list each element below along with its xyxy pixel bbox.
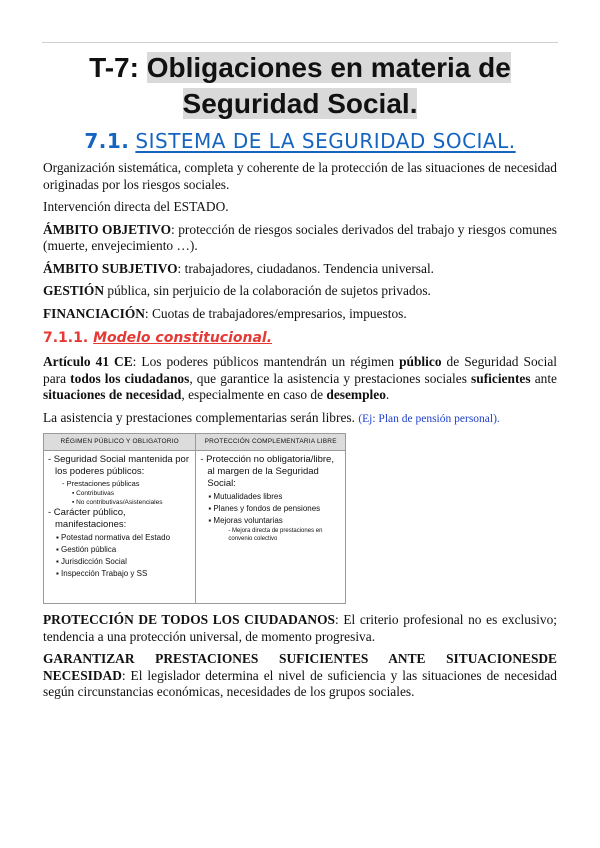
section-number: 7.1. bbox=[84, 129, 130, 153]
articulo-label: Artículo 41 CE bbox=[43, 354, 133, 369]
list-item: ▪ Planes y fondos de pensiones bbox=[208, 504, 321, 513]
ambito-objetivo-label: ÁMBITO OBJETIVO bbox=[43, 221, 171, 237]
articulo-text: ante bbox=[530, 370, 557, 386]
page-title bbox=[43, 50, 557, 122]
definition-paragraph: Organización sistemática, completa y coherente de la protección de las situaciones de necesidad originadas por los riesgos sociales. bbox=[43, 160, 557, 192]
proteccion-paragraph bbox=[43, 612, 557, 645]
articulo-bold: desempleo bbox=[326, 387, 386, 402]
articulo-bold: todos los ciudadanos bbox=[70, 370, 190, 386]
ambito-objetivo-text: : protección de riesgos sociales derivados del trabajo y riesgos comunes (muerte, envejecimiento …). bbox=[43, 221, 558, 253]
table-header-complementaria: PROTECCIÓN COMPLEMENTARIA LIBRE bbox=[196, 434, 346, 451]
list-item: ▪ Contributivas bbox=[72, 490, 115, 497]
intervention-paragraph: Intervención directa del ESTADO. bbox=[43, 199, 229, 214]
table-cell-complementaria bbox=[196, 451, 346, 604]
top-rule bbox=[42, 42, 558, 43]
list-item: - Seguridad Social mantenida por los poderes públicos: bbox=[48, 454, 190, 477]
list-item: ▪ Mutualidades libres bbox=[208, 492, 283, 501]
document-page bbox=[43, 50, 557, 707]
subsection-number: 7.1.1. bbox=[43, 330, 89, 346]
gestion-label: GESTIÓN bbox=[43, 283, 105, 298]
complementarias-text: La asistencia y prestaciones complementarias serán libres. bbox=[43, 409, 359, 425]
garantizar-label: GARANTIZAR PRESTACIONES SUFICIENTES ANTE SITUACIONESDE NECESIDAD bbox=[43, 651, 557, 683]
table-cell-publico bbox=[44, 451, 196, 604]
list-item: ▪ Jurisdicción Social bbox=[56, 557, 127, 566]
articulo-text: de Seguridad Social para bbox=[43, 354, 557, 386]
list-item: ▪ Gestión pública bbox=[56, 545, 117, 554]
subsection-heading bbox=[43, 328, 557, 348]
proteccion-label: PROTECCIÓN DE TODOS LOS CIUDADANOS bbox=[43, 612, 335, 627]
financiacion-paragraph bbox=[43, 306, 557, 323]
list-item: - Prestaciones públicas bbox=[62, 479, 140, 488]
garantizar-text: : El legislador determina el nivel de suficiencia y las situaciones de necesidad según circunstancias económicas, necesidades de los grupos sociales. bbox=[43, 667, 557, 699]
list-item: ▪ No contributivas/Asistenciales bbox=[72, 499, 163, 506]
articulo-text: . bbox=[385, 387, 390, 402]
articulo-text: , que garantice la asistencia y prestaciones sociales bbox=[189, 370, 472, 386]
articulo-bold: situaciones de necesidad bbox=[43, 387, 182, 402]
articulo-text: , especialmente en caso de bbox=[181, 387, 327, 402]
ambito-subjetivo-text: : trabajadores, ciudadanos. Tendencia universal. bbox=[177, 260, 435, 276]
list-item: - Carácter público, manifestaciones: bbox=[48, 507, 127, 530]
title-highlighted: Obligaciones en materia de Seguridad Social. bbox=[146, 52, 511, 119]
complementarias-paragraph bbox=[43, 410, 557, 428]
proteccion-text: : El criterio profesional no es exclusivo; tendencia a una protección universal, de momento progresiva. bbox=[43, 612, 557, 644]
ambito-subjetivo-label: ÁMBITO SUBJETIVO bbox=[43, 260, 178, 276]
title-prefix: T-7: bbox=[89, 52, 147, 83]
list-item: ▪ Mejoras voluntarias bbox=[208, 516, 283, 525]
example-note: (Ej: Plan de pensión personal). bbox=[358, 412, 500, 425]
financiacion-label: FINANCIACIÓN bbox=[43, 305, 145, 321]
articulo-bold: público bbox=[399, 354, 442, 369]
comparison-table bbox=[43, 433, 346, 604]
articulo-text: : Los poderes públicos mantendrán un régimen bbox=[132, 354, 400, 369]
section-title: SISTEMA DE LA SEGURIDAD SOCIAL. bbox=[135, 129, 516, 153]
list-item: ▪ Potestad normativa del Estado bbox=[56, 533, 171, 542]
list-item: - Mejora directa de prestaciones en convenio colectivo bbox=[228, 528, 323, 542]
garantizar-paragraph bbox=[43, 651, 557, 701]
table-header-publico: RÉGIMEN PÚBLICO Y OBLIGATORIO bbox=[44, 434, 196, 451]
articulo-bold: suficientes bbox=[471, 370, 531, 386]
gestion-text: pública, sin perjuicio de la colaboración de sujetos privados. bbox=[104, 283, 431, 298]
section-heading bbox=[43, 126, 557, 156]
articulo-paragraph bbox=[43, 354, 557, 404]
financiacion-text: : Cuotas de trabajadores/empresarios, impuestos. bbox=[144, 305, 407, 321]
ambito-objetivo-paragraph bbox=[43, 222, 557, 255]
list-item: ▪ Inspección Trabajo y SS bbox=[56, 569, 148, 578]
list-item: - Protección no obligatoria/libre, al margen de la Seguridad Social: bbox=[200, 454, 334, 489]
gestion-paragraph bbox=[43, 283, 557, 300]
subsection-title: Modelo constitucional. bbox=[93, 330, 273, 346]
ambito-subjetivo-paragraph bbox=[43, 261, 557, 278]
